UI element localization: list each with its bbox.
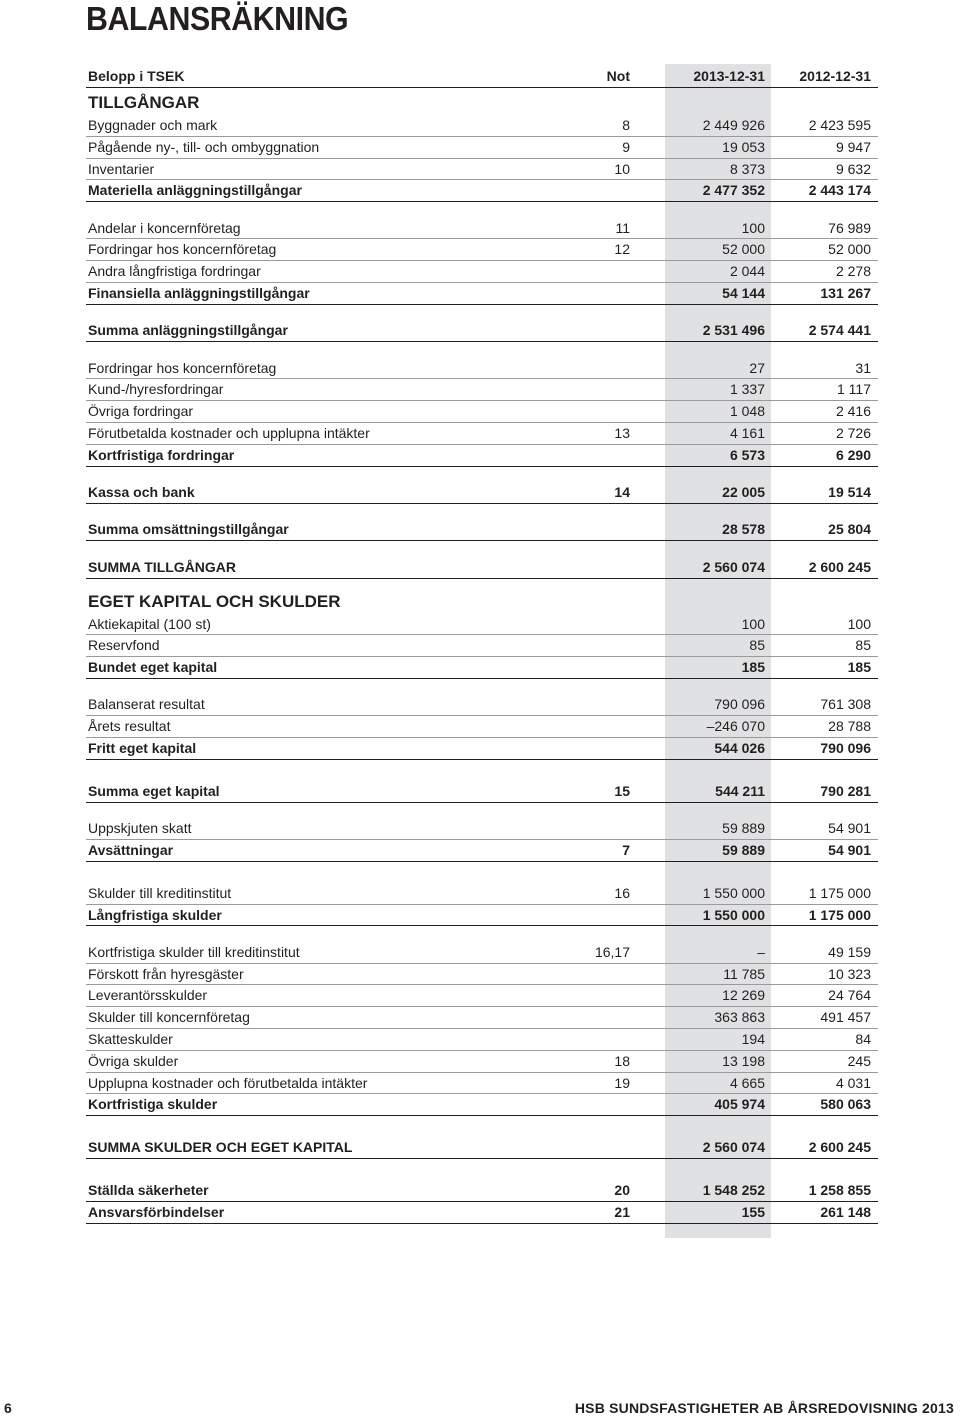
row-label: Övriga skulder — [88, 1052, 179, 1069]
row-value-2013: 100 — [741, 615, 765, 632]
subtotal-row — [86, 283, 878, 305]
table-row — [86, 379, 878, 401]
page-footer — [0, 1400, 960, 1422]
row-value-2012: 24 764 — [828, 987, 871, 1004]
table-row — [86, 942, 878, 964]
row-label: Bundet eget kapital — [88, 659, 218, 676]
row-label: Andra långfristiga fordringar — [88, 263, 261, 280]
header-col2: 2012-12-31 — [799, 68, 871, 84]
row-label: Förutbetalda kostnader och upplupna intäkter — [88, 425, 370, 442]
row-value-2013: 2 560 074 — [702, 1139, 765, 1156]
row-value-2013: 544 026 — [714, 740, 765, 757]
row-value-2012: 10 323 — [828, 965, 871, 982]
row-value-2012: 2 600 245 — [808, 1139, 871, 1156]
row-label: Fordringar hos koncernföretag — [88, 359, 277, 376]
row-spacer — [86, 467, 878, 483]
row-value-2013: 155 — [741, 1203, 765, 1220]
row-note: 9 — [622, 138, 630, 155]
row-label: Uppskjuten skatt — [88, 820, 192, 837]
row-label: Byggnader och mark — [88, 117, 218, 133]
row-note: 12 — [614, 241, 630, 258]
row-value-2012: 31 — [855, 359, 871, 376]
row-label: Summa eget kapital — [88, 782, 220, 799]
subtotal-row — [86, 738, 878, 760]
row-value-2013: 1 337 — [729, 381, 765, 398]
row-value-2012: 25 804 — [828, 521, 871, 538]
row-value-2012: 580 063 — [820, 1096, 871, 1113]
row-label: Reservfond — [88, 637, 160, 654]
page-title: BALANSRÄKNING — [86, 0, 349, 37]
table-row — [86, 159, 878, 181]
row-spacer — [86, 305, 878, 321]
row-value-2012: 790 281 — [820, 782, 871, 799]
row-value-2012: 2 443 174 — [808, 182, 871, 199]
table-row — [86, 635, 878, 657]
subtotal-row — [86, 482, 878, 504]
row-value-2013: 28 578 — [722, 521, 765, 538]
row-value-2013: 19 053 — [722, 138, 765, 155]
table-row — [86, 716, 878, 738]
row-spacer — [86, 1116, 878, 1137]
row-value-2012: 1 117 — [837, 381, 871, 398]
row-label: Kortfristiga skulder till kreditinstitut — [88, 943, 300, 960]
row-label: Ställda säkerheter — [88, 1181, 209, 1198]
row-value-2012: 761 308 — [820, 696, 871, 713]
row-value-2012: 54 901 — [828, 820, 871, 837]
row-value-2013: 544 211 — [715, 782, 765, 799]
subtotal-row — [86, 840, 878, 862]
row-label: Skulder till koncernföretag — [88, 1009, 250, 1026]
row-label: Övriga fordringar — [88, 403, 194, 420]
row-value-2012: 9 632 — [835, 160, 871, 177]
section-label: EGET KAPITAL OCH SKULDER — [88, 591, 341, 611]
row-label: Materiella anläggningstillgångar — [88, 182, 302, 199]
row-value-2013: 54 144 — [722, 285, 765, 302]
subtotal-row — [86, 905, 878, 927]
row-note: 11 — [615, 219, 630, 236]
row-value-2013: 4 161 — [729, 425, 765, 442]
row-label: SUMMA SKULDER OCH EGET KAPITAL — [88, 1139, 353, 1156]
row-label: Fordringar hos koncernföretag — [88, 241, 277, 258]
row-value-2012: 261 148 — [820, 1203, 871, 1220]
row-spacer — [86, 579, 878, 587]
table-row — [86, 614, 878, 636]
row-label: Skatteskulder — [88, 1031, 173, 1047]
row-value-2013: 100 — [741, 219, 765, 236]
table-row — [86, 1007, 878, 1029]
row-note: 15 — [614, 782, 630, 799]
section-heading — [86, 88, 878, 115]
table-row — [86, 818, 878, 840]
row-label: Summa anläggningstillgångar — [88, 322, 288, 339]
subtotal-row — [86, 445, 878, 467]
row-value-2012: 245 — [847, 1052, 871, 1069]
table-row — [86, 401, 878, 423]
row-value-2013: 2 449 926 — [702, 117, 765, 133]
row-value-2012: 1 175 000 — [808, 906, 871, 923]
table-row — [86, 358, 878, 380]
row-value-2013: 59 889 — [722, 820, 765, 837]
row-value-2012: 9 947 — [835, 138, 871, 155]
table-row — [86, 1051, 878, 1073]
row-value-2013: 2 477 352 — [702, 182, 765, 199]
footer-text: HSB SUNDSFASTIGHETER AB ÅRSREDOVISNING 2013 — [574, 1400, 954, 1416]
row-spacer — [86, 679, 878, 695]
row-value-2013: 363 863 — [714, 1009, 765, 1026]
row-spacer — [86, 342, 878, 358]
header-not: Not — [606, 68, 630, 84]
table-row — [86, 985, 878, 1007]
row-value-2012: 4 031 — [835, 1074, 871, 1091]
table-row — [86, 423, 878, 445]
row-spacer — [86, 862, 878, 883]
row-label: Finansiella anläggningstillgångar — [88, 285, 310, 302]
row-label: Fritt eget kapital — [88, 740, 197, 757]
row-value-2012: 54 901 — [828, 841, 871, 858]
section-heading — [86, 587, 878, 614]
row-value-2013: 52 000 — [722, 241, 765, 258]
row-value-2013: 185 — [741, 659, 765, 676]
row-spacer — [86, 803, 878, 819]
row-note: 20 — [614, 1181, 630, 1198]
row-value-2013: 194 — [741, 1031, 765, 1047]
row-note: 18 — [614, 1052, 630, 1069]
table-header — [86, 64, 878, 88]
header-col1: 2013-12-31 — [693, 68, 765, 84]
table-row — [86, 137, 878, 159]
subtotal-row — [86, 781, 878, 803]
row-value-2012: 52 000 — [828, 241, 871, 258]
row-value-2013: –246 070 — [706, 718, 765, 735]
table-row — [86, 883, 878, 905]
table-row — [86, 115, 878, 137]
table-row — [86, 1073, 878, 1095]
row-label: Långfristiga skulder — [88, 906, 222, 923]
row-value-2012: 19 514 — [828, 484, 871, 501]
row-value-2012: 2 278 — [835, 263, 871, 280]
header-label: Belopp i TSEK — [88, 68, 185, 84]
row-label: Skulder till kreditinstitut — [88, 884, 232, 901]
row-label: Förskott från hyresgäster — [88, 965, 244, 982]
row-value-2012: 84 — [855, 1031, 871, 1047]
row-value-2012: 1 175 000 — [808, 884, 871, 901]
row-label: Kortfristiga skulder — [88, 1096, 218, 1113]
row-value-2013: 2 531 496 — [702, 322, 765, 339]
page-number: 6 — [4, 1400, 12, 1416]
row-value-2012: 6 290 — [835, 446, 871, 463]
row-value-2013: 22 005 — [722, 484, 765, 501]
row-value-2013: 4 665 — [729, 1074, 765, 1091]
row-value-2012: 2 423 595 — [808, 117, 871, 133]
row-note: 16,17 — [594, 943, 630, 960]
row-value-2013: 8 373 — [729, 160, 765, 177]
row-value-2013: 59 889 — [722, 841, 765, 858]
row-spacer — [86, 926, 878, 942]
row-value-2013: 1 548 252 — [702, 1181, 765, 1198]
subtotal-row — [86, 557, 878, 579]
row-spacer — [86, 760, 878, 781]
row-value-2012: 2 726 — [835, 425, 871, 442]
row-spacer — [86, 1159, 878, 1180]
subtotal-row — [86, 519, 878, 541]
table-row — [86, 218, 878, 240]
subtotal-row — [86, 1202, 878, 1224]
row-label: Ansvarsförbindelser — [88, 1203, 225, 1220]
row-value-2013: 2 044 — [729, 263, 765, 280]
row-value-2012: 491 457 — [820, 1009, 871, 1026]
row-value-2012: 185 — [847, 659, 871, 676]
row-value-2013: 11 785 — [723, 965, 765, 982]
subtotal-row — [86, 180, 878, 202]
table-row — [86, 239, 878, 261]
row-value-2013: 1 048 — [729, 403, 765, 420]
row-value-2013: 13 198 — [722, 1052, 765, 1069]
row-note: 10 — [614, 160, 630, 177]
row-value-2013: 790 096 — [714, 696, 765, 713]
row-value-2013: 6 573 — [729, 446, 765, 463]
row-label: Avsättningar — [88, 841, 174, 858]
balance-sheet-table — [86, 64, 878, 1224]
table-body — [86, 88, 878, 1224]
row-value-2013: 1 550 000 — [702, 906, 765, 923]
row-label: Årets resultat — [88, 718, 171, 735]
row-spacer — [86, 202, 878, 218]
row-label: Kortfristiga fordringar — [88, 446, 235, 463]
row-value-2012: 49 159 — [828, 943, 871, 960]
row-value-2013: 12 269 — [722, 987, 765, 1004]
row-value-2012: 76 989 — [828, 219, 871, 236]
row-label: Upplupna kostnader och förutbetalda intäkter — [88, 1074, 368, 1091]
row-note: 19 — [614, 1074, 630, 1091]
row-label: Inventarier — [88, 160, 155, 177]
row-note: 14 — [614, 484, 630, 501]
row-note: 7 — [622, 841, 630, 858]
row-label: SUMMA TILLGÅNGAR — [88, 558, 237, 575]
row-value-2013: 2 560 074 — [702, 558, 765, 575]
row-spacer — [86, 504, 878, 520]
row-value-2013: 405 974 — [714, 1096, 765, 1113]
row-spacer — [86, 541, 878, 557]
row-label: Kund-/hyresfordringar — [88, 381, 224, 398]
table-row — [86, 261, 878, 283]
row-value-2012: 1 258 855 — [808, 1181, 871, 1198]
subtotal-row — [86, 1094, 878, 1116]
subtotal-row — [86, 657, 878, 679]
row-value-2012: 2 600 245 — [808, 558, 871, 575]
row-value-2013: 1 550 000 — [702, 884, 765, 901]
table-row — [86, 694, 878, 716]
row-value-2012: 2 416 — [835, 403, 871, 420]
row-note: 21 — [614, 1203, 630, 1220]
row-value-2012: 790 096 — [820, 740, 871, 757]
row-value-2013: 85 — [749, 637, 765, 654]
row-label: Leverantörsskulder — [88, 987, 208, 1004]
row-label: Pågående ny-, till- och ombyggnation — [88, 138, 320, 155]
row-value-2012: 2 574 441 — [808, 322, 871, 339]
subtotal-row — [86, 1137, 878, 1159]
subtotal-row — [86, 1180, 878, 1202]
row-note: 16 — [614, 884, 630, 901]
row-label: Andelar i koncernföretag — [88, 219, 241, 236]
table-row — [86, 964, 878, 986]
row-label: Balanserat resultat — [88, 696, 205, 713]
section-label: TILLGÅNGAR — [88, 93, 200, 112]
row-label: Summa omsättningstillgångar — [88, 521, 289, 538]
row-note: 8 — [622, 117, 630, 133]
row-note: 13 — [614, 425, 630, 442]
row-value-2013: – — [757, 943, 765, 960]
table-row — [86, 1029, 878, 1051]
row-label: Aktiekapital (100 st) — [88, 615, 211, 632]
row-value-2013: 27 — [749, 359, 765, 376]
row-value-2012: 28 788 — [828, 718, 871, 735]
row-value-2012: 85 — [855, 637, 871, 654]
row-value-2012: 131 267 — [820, 285, 871, 302]
subtotal-row — [86, 320, 878, 342]
row-label: Kassa och bank — [88, 484, 195, 501]
row-value-2012: 100 — [847, 615, 871, 632]
